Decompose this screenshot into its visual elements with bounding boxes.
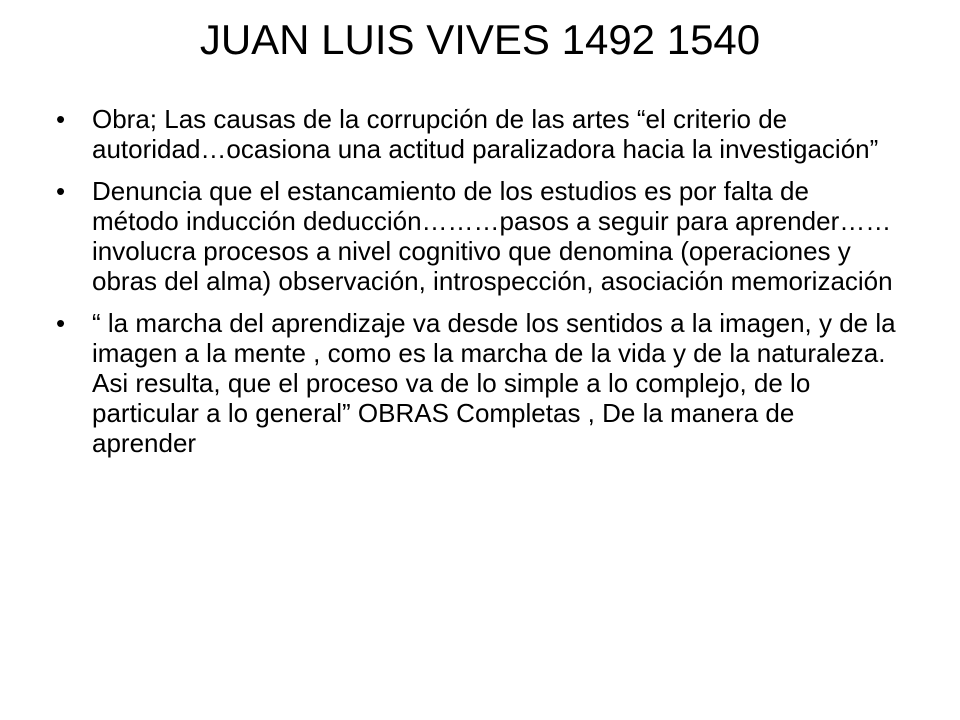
bullet-item <box>52 104 902 164</box>
bullet-item <box>52 308 902 458</box>
bullet-icon: • <box>56 104 66 134</box>
bullet-list <box>52 104 902 470</box>
bullet-icon: • <box>56 176 66 206</box>
bullet-text: Obra; Las causas de la corrupción de las artes “el criterio de autoridad…ocasiona una actitud paralizadora hacia la investigación” <box>92 104 879 164</box>
bullet-text: “ la marcha del aprendizaje va desde los sentidos a la imagen, y de la imagen a la mente , como es la marcha de la vida y de la naturaleza. Asi resulta, que el proceso va de lo simple a lo complejo, de lo particular a lo general” OBRAS Completas , De la manera de aprender <box>92 308 896 458</box>
bullet-item <box>52 176 902 296</box>
slide-title: JUAN LUIS VIVES 1492 1540 <box>199 16 761 63</box>
bullet-text: Denuncia que el estancamiento de los estudios es por falta de método inducción deducción………pasos a seguir para aprender……involucra procesos a nivel cognitivo que denomina (operaciones y obras del alma) observación, introspección, asociación memorización <box>92 176 893 296</box>
bullet-icon: • <box>56 308 66 338</box>
